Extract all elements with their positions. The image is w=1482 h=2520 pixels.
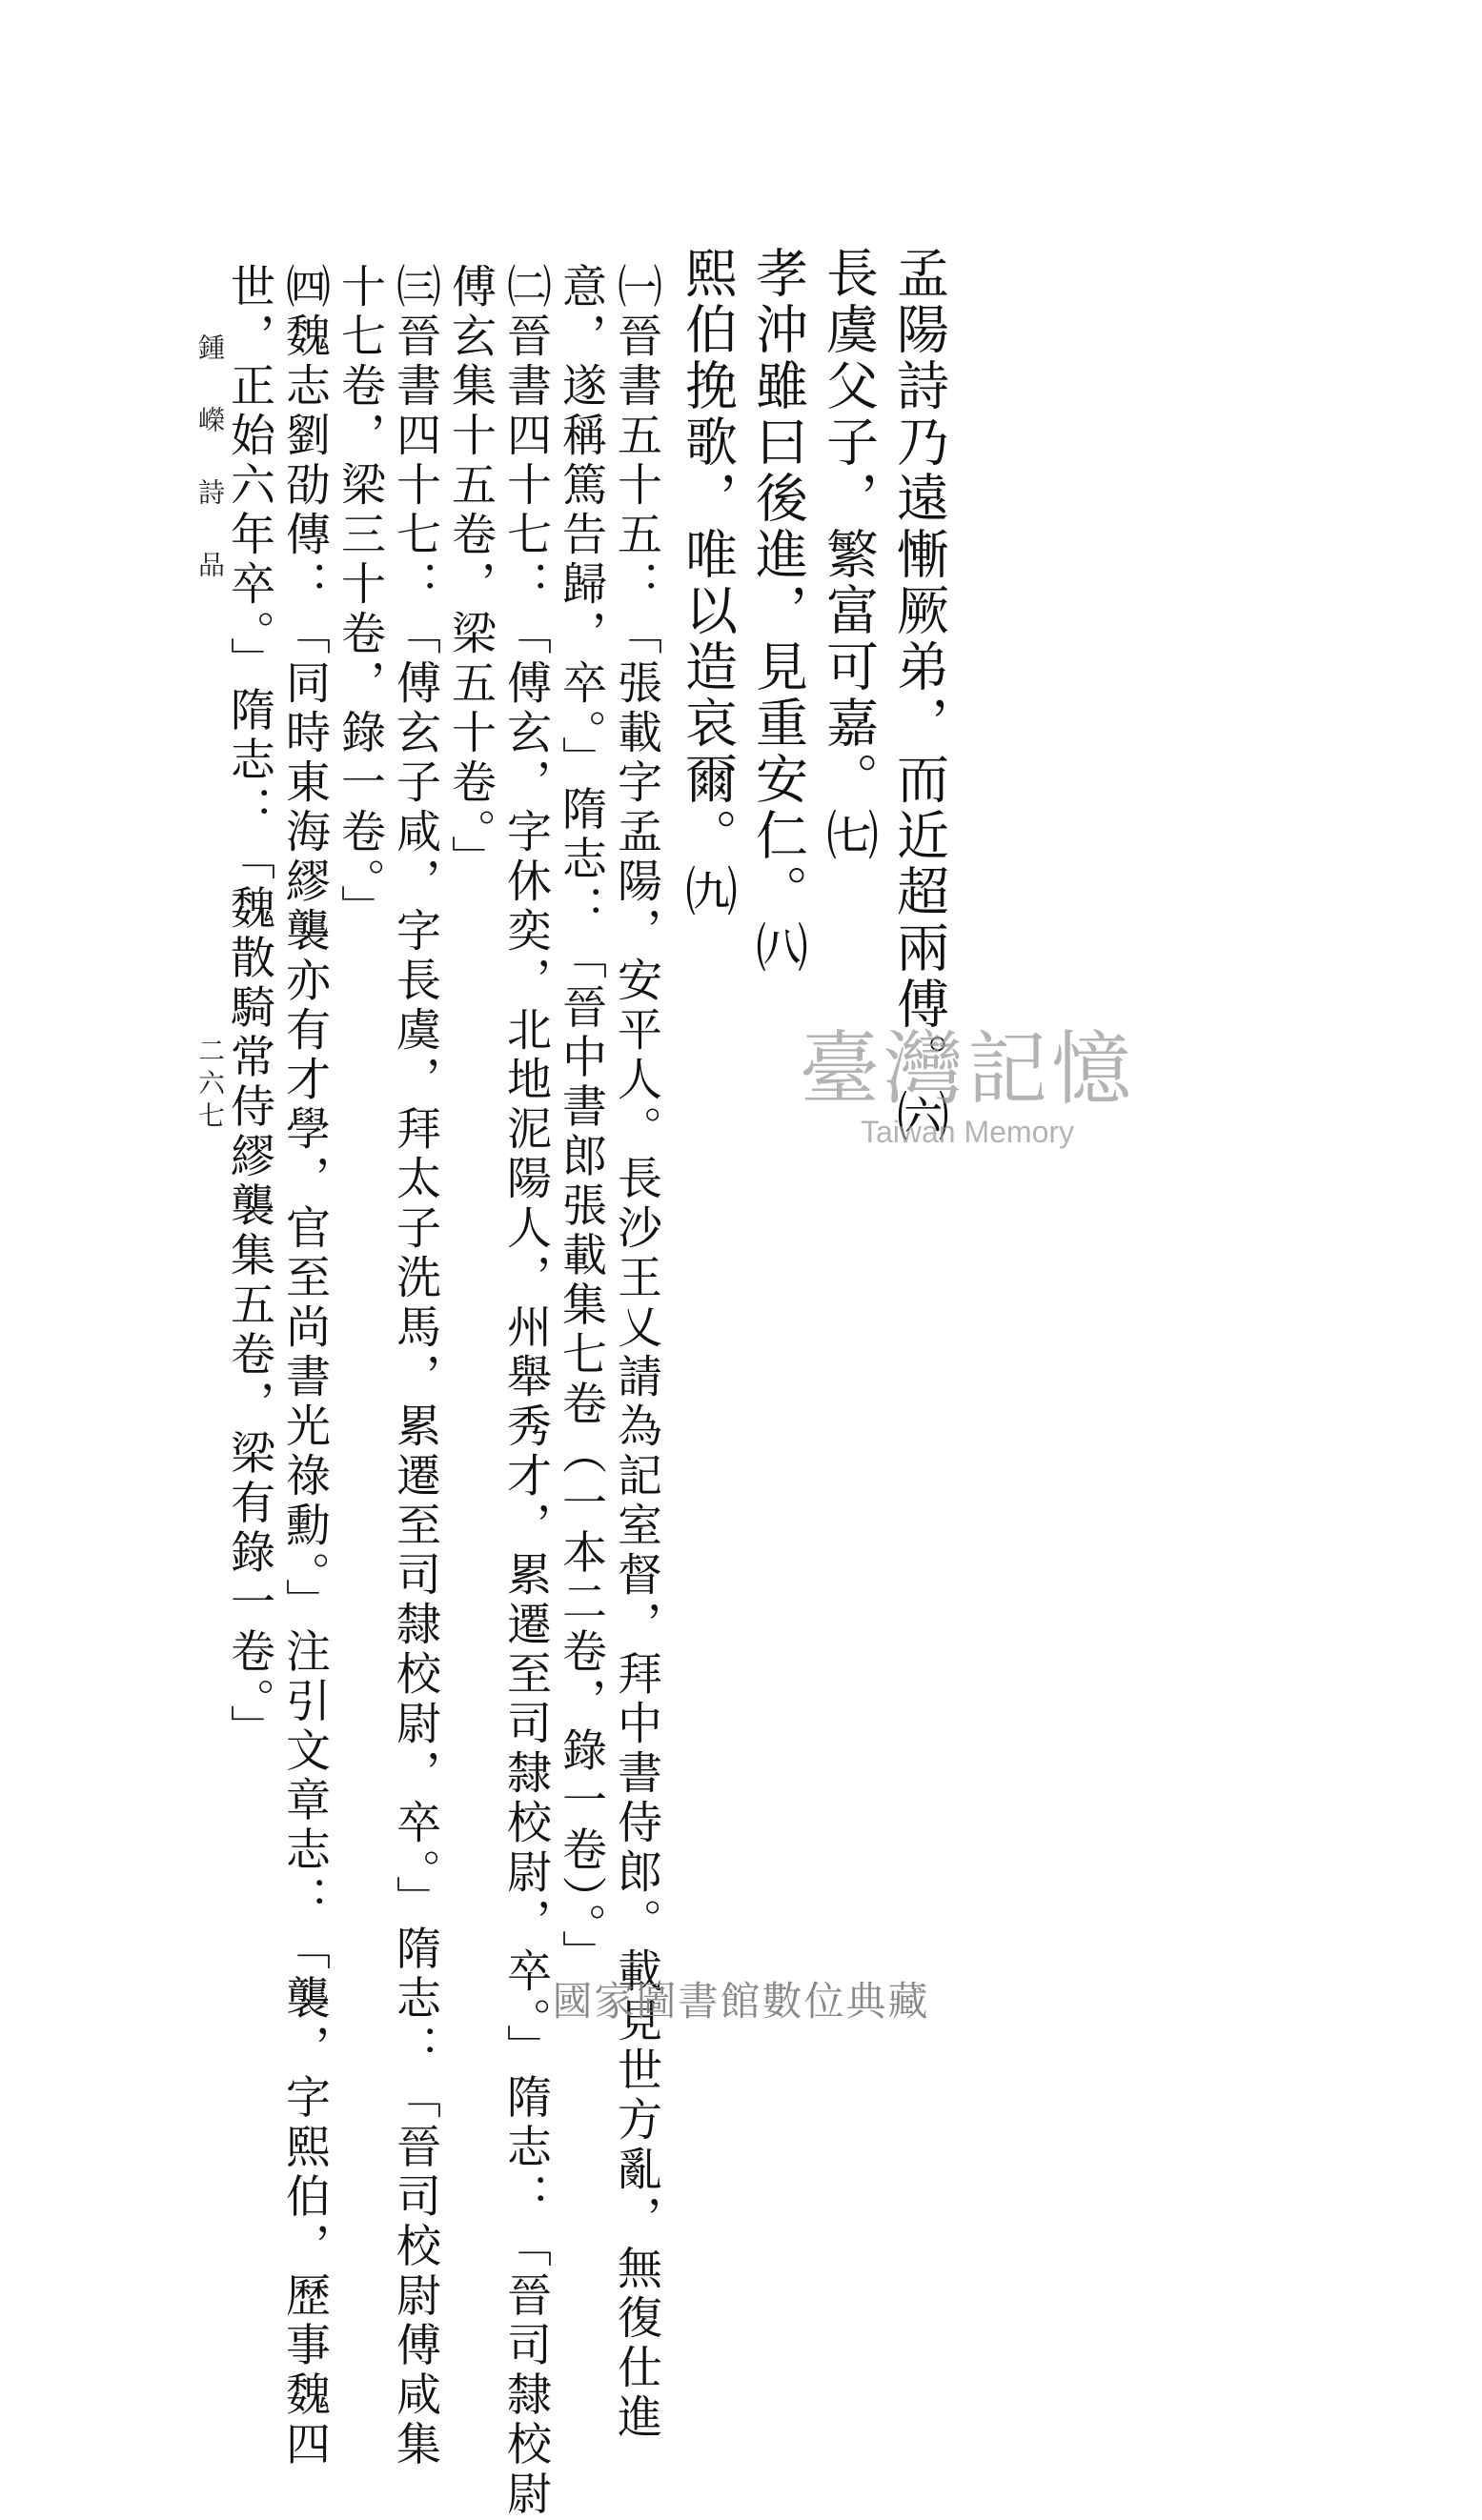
watermark-chinese: 臺灣記憶	[799, 1022, 1135, 1116]
note-column-2: 意，遂稱篤告歸，卒。」隋志：「晉中書郎張載集七卷（一本二卷，錄一卷）。」	[555, 263, 607, 1980]
collection-footer: 國家圖書館數位典藏	[552, 1978, 930, 2025]
main-text-column-3: 孝沖雖曰後進，見重安仁。㈧	[747, 246, 808, 977]
running-title: 鍾嶸詩品	[194, 333, 226, 623]
watermark-english: Taiwan Memory	[860, 1115, 1075, 1149]
note-column-1: ㈠晉書五十五：「張載字孟陽，安平人。長沙王乂請為記室督，拜中書侍郎。載見世方亂，無復仕進	[610, 263, 662, 2443]
taiwan-memory-watermark	[762, 1022, 1172, 1150]
main-text-column-4: 熙伯挽歌，唯以造哀爾。㈨	[677, 246, 738, 920]
note-column-8: 世，正始六年卒。」隋志：「魏散騎常侍繆襲集五卷，梁有錄一卷。」	[223, 263, 275, 1754]
main-text-column-2: 長虞父子，繁富可嘉。㈦	[818, 246, 879, 864]
note-column-4: 傅玄集十五卷，梁五十卷。」	[444, 263, 497, 885]
note-column-5: ㈢晉書四十七：「傅玄子咸，字長虞，拜太子洗馬，累遷至司隸校尉，卒。」隋志：「晉司校尉傅咸集	[389, 263, 441, 2470]
folio-number: 二六七	[194, 1037, 226, 1134]
main-text-column-1: 孟陽詩乃遠慚厥弟，而近超兩傅。㈥	[888, 246, 949, 1145]
note-column-7: ㈣魏志劉劭傳：「同時東海繆襲亦有才學，官至尚書光祿勳。」注引文章志：「襲，字熙伯，歷事魏四	[278, 263, 331, 2470]
note-column-6: 十七卷，梁三十卷，錄一卷。」	[334, 263, 386, 935]
note-column-3: ㈡晉書四十七：「傅玄，字休奕，北地泥陽人，州舉秀才，累遷至司隸校尉，卒。」隋志：「晉司隸校尉	[499, 263, 552, 2520]
